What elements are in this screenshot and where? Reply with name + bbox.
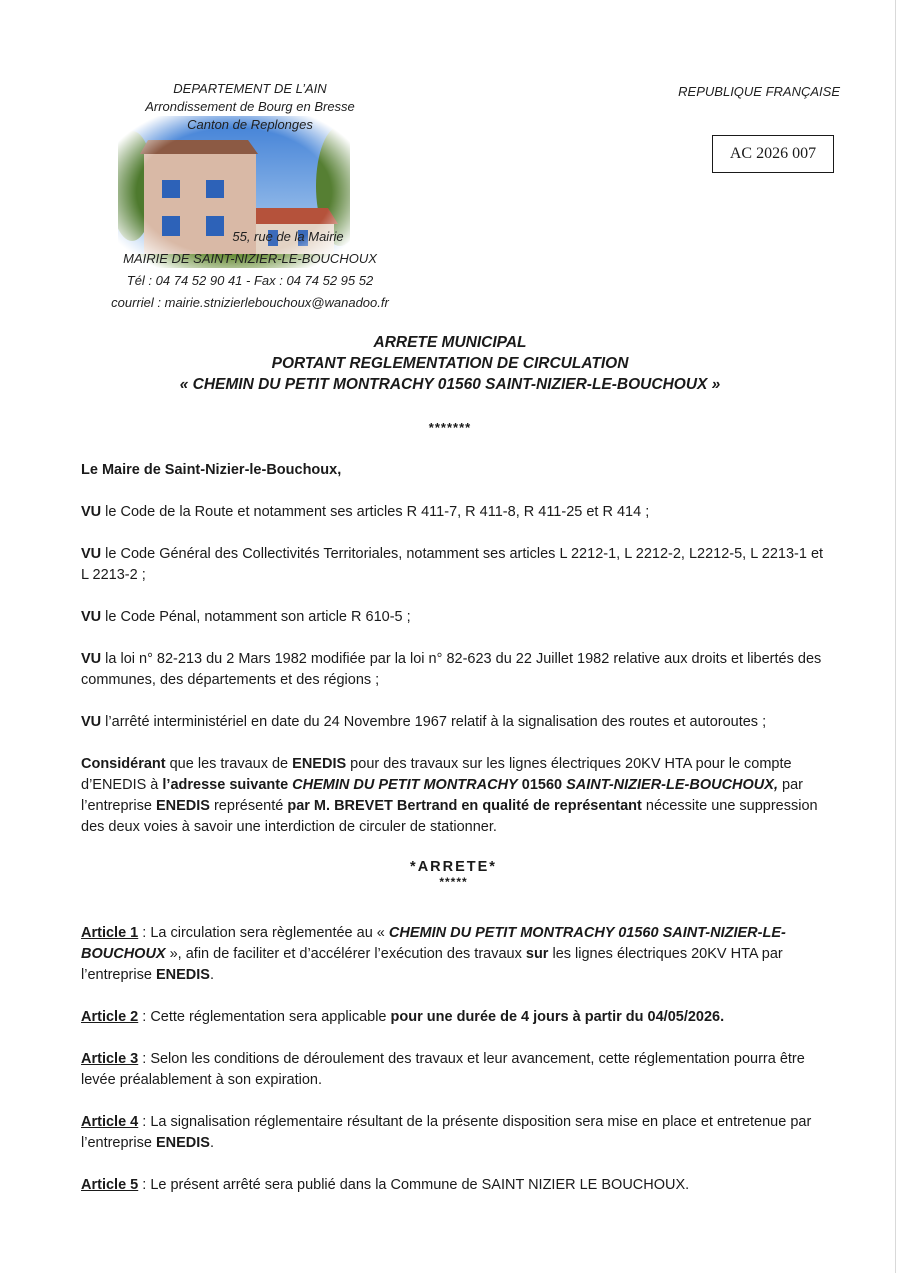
- title-line-3: « CHEMIN DU PETIT MONTRACHY 01560 SAINT-NIZIER-LE-BOUCHOUX »: [179, 376, 721, 393]
- address-line: 55, rue de la Mairie: [232, 229, 344, 244]
- considerant-label: Considérant: [81, 756, 166, 772]
- considerant-text: pour des travaux sur les lignes électriques 20KV HTA pour le compte d’ENEDIS à: [81, 756, 792, 793]
- arrete-heading: *ARRETE*: [410, 859, 497, 875]
- vu-label: VU: [81, 714, 102, 730]
- article-4: [81, 1112, 826, 1154]
- duration-text: pour une durée de 4 jours à partir du 04/05/2026.: [390, 1009, 725, 1025]
- article-text: : La signalisation réglementaire résultant de la présente disposition sera mise en place et entretenue par l’entreprise: [81, 1114, 812, 1151]
- article-text: .: [209, 1135, 214, 1151]
- vu-paragraph: [81, 544, 826, 586]
- article-text: les lignes électriques 20KV HTA par l’entreprise: [81, 946, 783, 983]
- vu-paragraph: [81, 649, 826, 691]
- place-name: CHEMIN DU PETIT MONTRACHY 01560 SAINT-NIZIER-LE-BOUCHOUX: [81, 925, 786, 962]
- arrete-separator: *****: [439, 875, 468, 889]
- considerant-text: représenté: [209, 798, 288, 814]
- enedis-name: ENEDIS: [155, 1135, 210, 1151]
- vu-text: la loi n° 82-213 du 2 Mars 1982 modifiée par la loi n° 82-623 du 22 Juillet 1982 relative aux droits et libertés des communes, des départements et des régions ;: [81, 651, 822, 688]
- considerant-text: que les travaux de: [165, 756, 293, 772]
- considerant-text: par l’entreprise: [81, 777, 803, 814]
- title-line-2: PORTANT REGLEMENTATION DE CIRCULATION: [271, 355, 629, 372]
- considerant-text: nécessite une suppression des deux voies à savoir une interdiction de circuler de stationner.: [81, 798, 818, 835]
- considerant-paragraph: [81, 754, 826, 838]
- vu-label: VU: [81, 546, 102, 562]
- article-1: [81, 923, 826, 986]
- phone-fax-line: Tél : 04 74 52 90 41 - Fax : 04 74 52 95 52: [126, 273, 374, 288]
- chemin-name: CHEMIN DU PETIT MONTRACHY: [292, 777, 518, 793]
- document-title: [100, 332, 800, 395]
- vu-paragraph: [81, 712, 826, 733]
- enedis-name: ENEDIS: [155, 967, 210, 983]
- article-text: : La circulation sera règlementée au «: [138, 925, 389, 941]
- enedis-name: ENEDIS: [292, 756, 347, 772]
- title-separator: *******: [428, 420, 472, 435]
- letterhead: [100, 78, 400, 313]
- vu-paragraph: [81, 502, 826, 523]
- vu-text: l’arrêté interministériel en date du 24 Novembre 1967 relatif à la signalisation des routes et autoroutes ;: [101, 714, 767, 730]
- article-text: », afin de faciliter et d’accélérer l’exécution des travaux: [165, 946, 526, 962]
- article-label: Article 1: [81, 925, 139, 941]
- arrondissement-line: Arrondissement de Bourg en Bresse: [145, 99, 355, 114]
- article-label: Article 3: [81, 1051, 139, 1067]
- article-label: Article 4: [81, 1114, 139, 1130]
- article-text: : Selon les conditions de déroulement des travaux et leur avancement, cette réglementation pourra être levée préalablement à son expiration.: [81, 1051, 805, 1088]
- vu-paragraph: [81, 607, 826, 628]
- article-label: Article 5: [81, 1177, 139, 1193]
- canton-line: Canton de Replonges: [187, 117, 313, 132]
- title-line-1: ARRETE MUNICIPAL: [373, 334, 527, 351]
- intro-line: Le Maire de Saint-Nizier-le-Bouchoux,: [81, 462, 342, 478]
- article-text: : Le présent arrêté sera publié dans la Commune de SAINT NIZIER LE BOUCHOUX.: [138, 1177, 690, 1193]
- commune-name: SAINT-NIZIER-LE-BOUCHOUX,: [566, 777, 778, 793]
- email-line: courriel : mairie.stnizierlebouchoux@wanadoo.fr: [111, 295, 389, 310]
- departement-line: DEPARTEMENT DE L’AIN: [173, 81, 327, 96]
- postal-code: 01560: [517, 777, 567, 793]
- vu-label: VU: [81, 609, 102, 625]
- vu-text: le Code Pénal, notamment son article R 610-5 ;: [101, 609, 411, 625]
- enedis-name: ENEDIS: [155, 798, 210, 814]
- reference-box: AC 2026 007: [712, 135, 834, 173]
- article-text: .: [209, 967, 214, 983]
- article-text: : Cette réglementation sera applicable: [138, 1009, 391, 1025]
- article-2: [81, 1007, 826, 1028]
- mairie-line: MAIRIE DE SAINT-NIZIER-LE-BOUCHOUX: [123, 251, 377, 266]
- adresse-label: l’adresse suivante: [162, 777, 293, 793]
- vu-label: VU: [81, 504, 102, 520]
- republique-francaise: REPUBLIQUE FRANÇAISE: [678, 84, 840, 99]
- article-3: [81, 1049, 826, 1091]
- representant-name: par M. BREVET Bertrand en qualité de représentant: [287, 798, 642, 814]
- vu-text: le Code de la Route et notamment ses articles R 411-7, R 411-8, R 411-25 et R 414 ;: [101, 504, 650, 520]
- article-label: Article 2: [81, 1009, 139, 1025]
- article-text-bold: sur: [525, 946, 549, 962]
- vu-label: VU: [81, 651, 102, 667]
- page-edge: [895, 0, 896, 1273]
- document-body: [81, 460, 826, 1217]
- vu-text: le Code Général des Collectivités Territoriales, notamment ses articles L 2212-1, L 2212-2, L2212-5, L 2213-1 et L 2213-2 ;: [81, 546, 824, 583]
- article-5: [81, 1175, 826, 1196]
